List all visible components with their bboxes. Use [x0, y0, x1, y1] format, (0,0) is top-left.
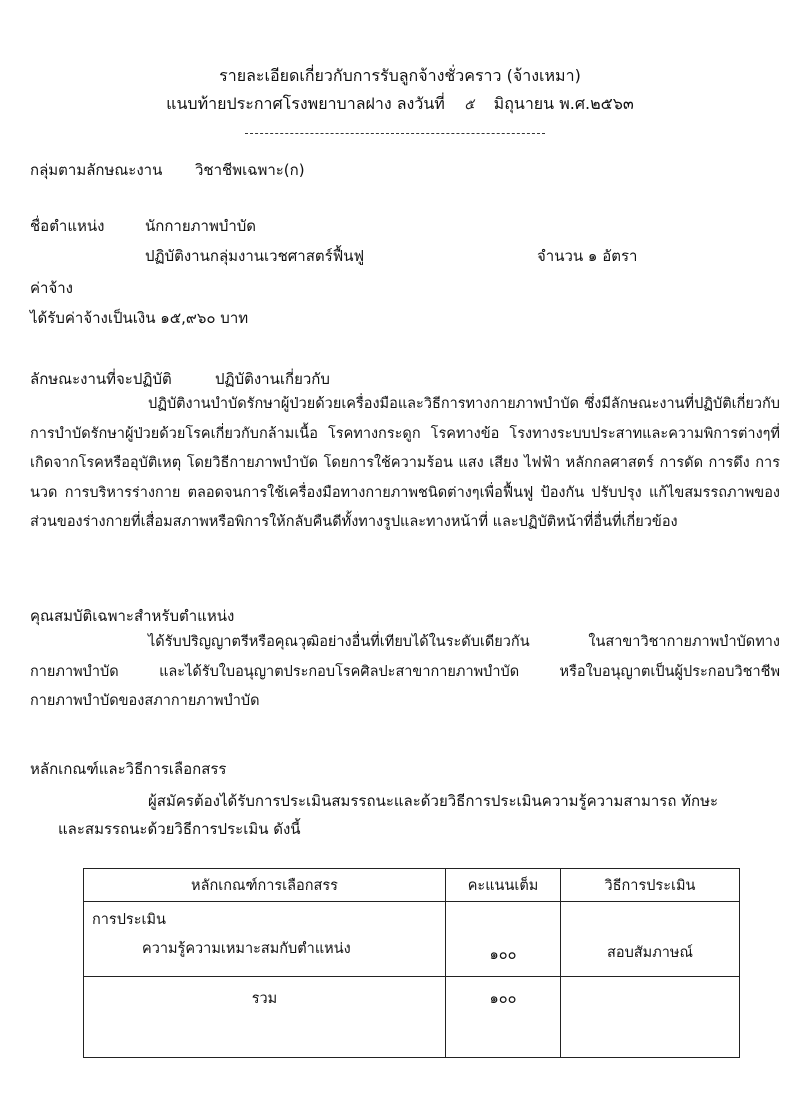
divider [245, 133, 545, 134]
total-score: ๑๐๐ [446, 977, 561, 1058]
qualifications-label: คุณสมบัติเฉพาะสำหรับตำแหน่ง [30, 607, 235, 625]
section-label: การประเมิน [92, 912, 166, 928]
wage-text: ได้รับค่าจ้างเป็นเงิน ๑๕,๙๖๐ บาท [30, 309, 249, 327]
header-criterion: หลักเกณฑ์การเลือกสรร [84, 869, 446, 902]
group-label: กลุ่มตามลักษณะงาน [30, 161, 163, 179]
method-cell: สอบสัมภาษณ์ [561, 902, 740, 977]
header-method: วิธีการประเมิน [561, 869, 740, 902]
position-unit: ปฏิบัติงานกลุ่มงานเวชศาสตร์ฟื้นฟู [145, 247, 365, 265]
total-method-cell [561, 977, 740, 1058]
table-header-row [84, 869, 740, 902]
position-count: จำนวน ๑ อัตรา [537, 247, 638, 265]
position-label: ชื่อตำแหน่ง [30, 217, 105, 235]
score-cell: ๑๐๐ [446, 902, 561, 977]
duties-text: ปฏิบัติงานบำบัดรักษาผู้ป่วยด้วยเครื่องมือและวิธีการทางกายภาพบำบัด ซึ่งมีลักษณะงานที่ปฏิบัติเกี่ยวกับการบำบัดรักษาผู้ป่วยด้วยโรคเกี่ยวกับกล้ามเนื้อ โรคทางกระดูก โรคทางข้อ โรงทางระบบประสาทและความพิการต่างๆที่เกิดจากโรคหรืออุบัติเหตุ โดยวิธีกายภาพบำบัด โดยการใช้ความร้อน แสง เสียง ไฟฟ้า หลักกลศาสตร์ การดัด การดึง การนวด การบริหารร่างกาย ตลอดจนการใช้เครื่องมือทางกายภาพชนิดต่างๆเพื่อฟื้นฟู ป้องกัน ปรับปรุง แก้ไขสมรรถภาพของส่วนของร่างกายที่เสื่อมสภาพหรือพิการให้กลับคืนดีทั้งทางรูปและทางหน้าที่ และปฏิบัติหน้าที่อื่นที่เกี่ยวข้อง [30, 396, 780, 531]
position-name: นักกายภาพบำบัด [145, 217, 257, 235]
group-value: วิชาชีพเฉพาะ(ก) [195, 161, 305, 179]
qualifications-text: ได้รับปริญญาตรีหรือคุณวุฒิอย่างอื่นที่เทียบได้ในระดับเดียวกัน ในสาขาวิชากายภาพบำบัดทางกายภาพบำบัด และได้รับใบอนุญาตประกอบโรคศิลปะสาขากายภาพบำบัด หรือใบอนุญาตเป็นผู้ประกอบวิชาชีพกายภาพบำบัดของสภากายภาพบำบัด [30, 634, 780, 710]
selection-label: หลักเกณฑ์และวิธีการเลือกสรร [30, 760, 227, 778]
qualifications-paragraph [30, 628, 780, 717]
selection-criteria-table [83, 868, 740, 1058]
selection-text-line2: และสมรรถนะด้วยวิธีการประเมิน ดังนี้ [58, 820, 301, 838]
duties-label: ลักษณะงานที่จะปฏิบัติ [30, 370, 172, 388]
total-label: รวม [84, 977, 446, 1058]
table-total-row [84, 977, 740, 1058]
subtitle-suffix: มิถุนายน พ.ศ.๒๕๖๓ [493, 94, 634, 113]
table-row [84, 902, 740, 977]
wage-label: ค่าจ้าง [30, 279, 73, 297]
header-score: คะแนนเต็ม [446, 869, 561, 902]
criterion-text: ความรู้ความเหมาะสมกับตำแหน่ง [142, 941, 351, 957]
document-subtitle [0, 92, 800, 117]
document-title: รายละเอียดเกี่ยวกับการรับลูกจ้างชั่วคราว (จ้างเหมา) [219, 66, 581, 85]
duties-value: ปฏิบัติงานเกี่ยวกับ [215, 370, 330, 388]
criterion-cell [84, 902, 446, 977]
duties-paragraph [30, 390, 780, 538]
subtitle-prefix: แนบท้ายประกาศโรงพยาบาลฝาง ลงวันที่ [166, 94, 445, 113]
handwritten-day: ๕ [462, 96, 476, 114]
selection-text-line1: ผู้สมัครต้องได้รับการประเมินสมรรถนะและด้วยวิธีการประเมินความรู้ความสามารถ ทักษะ [148, 792, 719, 810]
